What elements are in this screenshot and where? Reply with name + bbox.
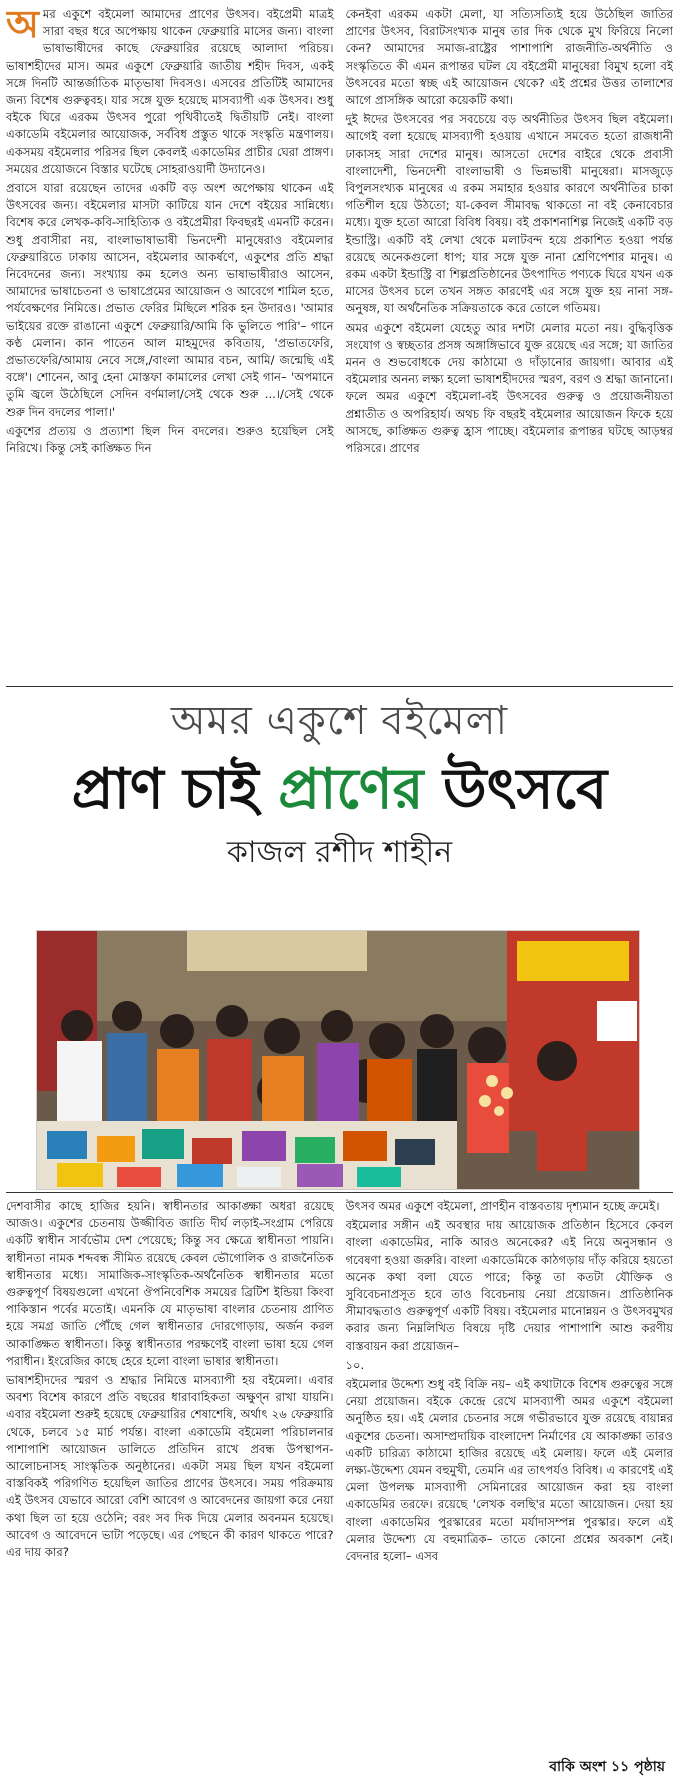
kicker: অমর একুশে বইমেলা (170, 698, 509, 744)
top-text-columns (6, 6, 673, 682)
bottom-text-columns (6, 1198, 673, 1758)
divider (6, 686, 673, 687)
article-column-bottom-left (6, 1198, 334, 1758)
article-paragraph: বইমেলার সঙ্গীন এই অবস্থার দায় আয়োজক প্রতিষ্ঠান হিসেবে কেবল বাংলা একাডেমির, নাকি আরও অনেকের? এই নিয়ে অনুসন্ধান ও গবেষণা হওয়া জরুরি। বাংলা একাডেমিকে কাঠগড়ায় দাঁড় করিয়ে হয়তো অনেক কথা বলা যেতে পারে; কিন্তু তা কতটা যৌক্তিক ও সুবিবেচনাপ্রসূত হবে তাও বিবেচনায় নেয়া প্রয়োজন। প্রাতিষ্ঠানিক সীমাবদ্ধতাও গুরুত্বপূর্ণ একটি বিষয়। বইমেলার মানোন্নয়ন ও উৎসবমুখর করার জন্য নিম্নলিখিত বিষয়ে দৃষ্টি দেয়ার পাশাপাশি আশু করণীয় বাস্তবায়ন করা প্রয়োজন– (345, 1218, 673, 1353)
divider (6, 1192, 673, 1193)
article-paragraph: দুই ঈদের উৎসবের পর সবচেয়ে বড় অর্থনীতির উৎসব ছিল বইমেলা। আগেই বলা হয়েছে মাসব্যাপী হওয়ায় এখানে সমবেত হতো রাজধানী ঢাকাসহ সারা দেশের মানুষ। আসতো দেশের বাইরে থেকে প্রবাসী বাংলাদেশী, ভিনদেশী বাংলাভাষী ও ভিন্নভাষী মানুষেরা। মাসজুড়ে বিপুলসংখ্যক মানুষের এ রকম সমাহার হওয়ার কারণে অর্থনীতির চাকা গতিশীল হয়ে উঠতো; যা-কেবল সীমাবদ্ধ থাকতো না বই কেনাবেচার মধ্যে। যুক্ত হতো আরো বিবিধ বিষয়। বই প্রকাশনাশিল্প নিজেই একটি বড় ইন্ডাস্ট্রি। একটি বই লেখা থেকে মলাটবন্দ হয়ে প্রকাশিত হওয়া পর্যন্ত রয়েছে অনেকগুলো ধাপ; যার সঙ্গে যুক্ত নানা শ্রেণিপেশার মানুষ। এ রকম একটা ইন্ডাস্ট্রি বা শিল্পপ্রতিষ্ঠানের উৎপাদিত পণ্যকে ঘিরে যখন এক মাসের উৎসব চলে তখন সঙ্গত কারণেই এর সঙ্গে যুক্ত হয় নানা সঙ্গ-অনুষঙ্গ, যা অর্থনৈতিক সক্রিয়তাকে করে তোলে গতিময়। (345, 112, 673, 316)
crowd-illustration (37, 931, 639, 1189)
article-paragraph: অমর একুশে বইমেলা যেহেতু আর দশটা মেলার মতো নয়। বুদ্ধিবৃত্তিক সংযোগ ও স্বচ্ছতার প্রসঙ্গ অঙ্গাঙ্গিভাবে যুক্ত রয়েছে এর সঙ্গে; যা জাতির মনন ও শুভবোধকে দেয় কাঠামো ও দাঁড়ানোর জায়গা। আবার এই বইমেলার অনন্য লক্ষ্য হলো ভাষাশহীদদের স্মরণ, বরণ ও শ্রদ্ধা জানানো। ফলে অমর একুশে বইমেলা-বই উৎসবের গুরুত্ব ও প্রয়োজনীয়তা প্রশ্নাতীত ও অপরিহার্য। অথচ ফি বছরই বইমেলার আয়োজন ফিকে হয়ে আসছে, কাঙ্ক্ষিত গুরুত্ব হ্রাস পাচ্ছে। বইমেলার রূপান্তর ঘটছে আড়ম্বর পরিসরে। প্রাণের (345, 320, 673, 456)
article-column-top-right (346, 6, 674, 682)
article-paragraph: কেনইবা এরকম একটা মেলা, যা সত্যিসত্যিই হয়ে উঠেছিল জাতির প্রাণের উৎসব, বিরাটসংখ্যক মানুষ তার দিক থেকে মুখ ফিরিয়ে নিলো কেন? আমাদের সমাজ-রাষ্ট্রের পাশাপাশি রাজনীতি-অর্থনীতি ও সংস্কৃতিতে কী এমন রূপান্তর ঘটল যে বইপ্রেমী মানুষেরা বিমুখ হলো বই উৎসবের মতো স্বচ্ছ এই আয়োজন থেকে? এই প্রশ্নের উত্তর তালাশের আগে প্রাসঙ্গিক আরো কয়েকটি কথা। (345, 7, 673, 108)
book-fair-photo (36, 930, 640, 1190)
article-column-bottom-right (346, 1198, 674, 1758)
drop-cap: অ (6, 6, 39, 46)
article-paragraph: বইমেলার উদ্দেশ্য শুধু বই বিক্রি নয়– এই কথাটাকে বিশেষ গুরুত্বের সঙ্গে নেয়া প্রয়োজন। বইকে কেন্দ্রে রেখে মাসব্যাপী অমর একুশে বইমেলা অনুষ্ঠিত হয়। এই মেলার চেতনার সঙ্গে গভীরভাবে যুক্ত রয়েছে বায়ান্নর একুশের চেতনা। অসাম্প্রদায়িক বাংলাদেশ নির্মাণের যে আকাঙ্ক্ষা তারও একটি চারিত্র্য কাঠামো হাজির রয়েছে এই মেলায়। ফলে এই মেলার লক্ষ্য-উদ্দেশ্য যেমন বহুমুখী, তেমনি এর তাৎপর্যও বিবিধ। এ কারণেই এই মেলা উপলক্ষ মাসব্যাপী সেমিনারের আয়োজন করা হয় বাংলা একাডেমির তরফে। রয়েছে 'লেখক বলছি'র মতো আয়োজন। দেয়া হয় বাংলা একাডেমির পুরস্কারের মতো মর্যাদাসম্পন্ন পুরস্কার। ফলে এই মেলার উদ্দেশ্য যে বহুমাত্রিক– তাতে কোনো প্রশ্নের অবকাশ নেই। বেদনার হলো– এসব (345, 1377, 673, 1564)
continuation-note: বাকি অংশ ১১ পৃষ্ঠায় (549, 1759, 665, 1775)
headline-block (0, 695, 679, 875)
byline: কাজল রশীদ শাহীন (226, 835, 453, 870)
article-paragraph: একুশের প্রত্যয় ও প্রত্যাশা ছিল দিন বদলের। শুরুও হয়েছিল সেই নিরিখে। কিন্তু সেই কাঙ্ক্ষিত দিন (6, 423, 334, 456)
article-title: প্রাণ চাই প্রাণের উৎসবে (71, 756, 608, 822)
article-paragraph: উৎসব অমর একুশে বইমেলা, প্রাণহীন বাস্তবতায় দৃশ্যমান হচ্ছে ক্রমেই। (345, 1199, 660, 1213)
article-paragraph: প্রবাসে যারা রয়েছেন তাদের একটি বড় অংশ অপেক্ষায় থাকেন এই উৎসবের জন্য। বইমেলার মাসটা কাটিয়ে যান দেশে বইয়ের সান্নিধ্যে। বিশেষ করে লেখক-কবি-সাহিত্যিক ও বইপ্রেমীরা ফিবছরই এমনটি করেন। শুধু প্রবাসীরা নয়, বাংলাভাষাভাষী ভিনদেশী মানুষেরাও বইমেলার ফেব্রুয়ারিতে ঢাকায় আসেন, বইমেলার আকর্ষণে, একুশের প্রতি শ্রদ্ধা নিবেদনের জন্য। সংখ্যায় কম হলেও অন্য ভাষাভাষীরাও আসেন, আমাদের ভাষাচেতনা ও ভাষাপ্রেমের আয়োজন ও আবেগে শামিল হতে, পর্যবেক্ষণের নিমিত্তে। প্রভাত ফেরির মিছিলে শরিক হন উদারও। 'আমার ভাইয়ের রক্তে রাঙানো একুশে ফেব্রুয়ারি/আমি কি ভুলিতে পারি'– গানে কণ্ঠ মেলান। কান পাতেন আল মাহমুদের কবিতায়, 'প্রভাতফেরি, প্রভাতফেরি/আমায় নেবে সঙ্গে,/বাংলা আমার বচন, আমি/ জন্মেছি এই বঙ্গে'। শোনেন, আবু হেনা মোস্তফা কামালের লেখা সেই গান– 'অপমানে তুমি জ্বলে উঠেছিলে সেদিন বর্ণমালা/সেই থেকে শুরু ...।/সেই থেকে শুরু দিন বদলের পালা।' (6, 181, 334, 419)
article-paragraph: দেশবাসীর কাছে হাজির হয়নি। স্বাধীনতার আকাঙ্ক্ষা অধরা রয়েছে আজও। একুশের চেতনায় উজ্জীবিত জাতি দীর্ঘ লড়াই-সংগ্রাম পেরিয়ে একটি স্বাধীন সার্বভৌম দেশ পেয়েছে; কিন্তু সব ক্ষেত্রে স্বাধীনতা পায়নি। স্বাধীনতা নামক শব্দবন্ধ সীমিত রয়েছে কেবল ভৌগোলিক ও রাজনৈতিক স্বাধীনতার মধ্যে। সামাজিক-সাংস্কৃতিক-অর্থনৈতিক স্বাধীনতার মতো গুরুত্বপূর্ণ বিষয়গুলো এখনো ঔপনিবেশিক সময়ের ব্রিটিশ ইন্ডিয়া কিংবা পাকিস্তান পর্বের মতোই। এমনকি যে মাতৃভাষা বাংলার চেতনায় প্রাণিত হয়ে সমগ্র জাতি পৌঁছে গেল স্বাধীনতার দোরগোড়ায়, অর্জন করল আকাঙ্ক্ষিত স্বাধীনতা। কিন্তু স্বাধীনতার পরক্ষণেই বাংলা ভাষা হয়ে গেল পরাধীন। ইংরেজির কাছে হেরে হলো বাংলা ভাষার স্বাধীনতা। (6, 1199, 334, 1368)
article-paragraph: ১০. (345, 1357, 365, 1372)
article-column-top-left (6, 6, 334, 682)
article-paragraph: অমর একুশে বইমেলা আমাদের প্রাণের উৎসব। বইপ্রেমী মাত্রই সারা বছর ধরে অপেক্ষায় থাকেন ফেব্রুয়ারি মাসের জন্য। বাংলা ভাষাভাষীদের কাছে ফেব্রুয়ারির রয়েছে আলাদা পরিচয়। ভাষাশহীদের মাস। অমর একুশে ফেব্রুয়ারি জাতীয় শহীদ দিবস, একই সঙ্গে দিনটি আন্তর্জাতিক মাতৃভাষা দিবসও। এসবের প্রতিটিই আমাদের জন্য বিশেষ গুরুত্ববহ। যার সঙ্গে যুক্ত হয়েছে মাসব্যাপী এক উৎসব। শুধু বইকে ঘিরে এরকম উৎসব পুরো পৃথিবীতেই দ্বিতীয়টি নেই। বাংলা একাডেমি বইমেলার আয়োজক, সর্ববিধ প্রস্তুত থাকে সংস্কৃতি মন্ত্রণালয়। একসময় বইমেলার পরিসর ছিল কেবলই একাডেমির প্রাচীর ঘেরা প্রাঙ্গণ। সময়ের প্রয়োজনে বিস্তার ঘটেছে সোহরাওয়ার্দী উদ্যানেও। (6, 6, 334, 176)
article-paragraph: ভাষাশহীদদের স্মরণ ও শ্রদ্ধার নিমিত্তে মাসব্যাপী হয় বইমেলা। এবার অবশ্য বিশেষ কারণে প্রতি বছরের ধারাবাহিকতা অক্ষুণ্ন রাখা যায়নি। এবার বইমেলা শুরুই হয়েছে ফেব্রুয়ারির শেষাশেষি, অর্থাৎ ২৬ ফেব্রুয়ারি থেকে, চলবে ১৫ মার্চ পর্যন্ত। বাংলা একাডেমি বইমেলা পরিচালনার পাশাপাশি আয়োজন ডালিতে প্রতিদিন রাখে প্রবন্ধ উপস্থাপন-আলোচনাসহ সাংস্কৃতিক অনুষ্ঠানের। একটা সময় ছিল যখন বইমেলা বাস্তবিকই পরিগণিত হয়েছিল জাতির প্রাণের উৎসবে। সময় পরিক্রমায় এই উৎসব যেভাবে আরো বেশি আবেগ ও আবেদনের জায়গা করে নেয়া কথা ছিল তা হয়ে ওঠেনি; বরং সব দিক দিয়ে মেলার অবনমন হয়েছে। আবেগ ও আবেদনে ভাটা পড়েছে। এর পেছনে কী কারণ থাকতে পারে? এর দায় কার? (6, 1373, 334, 1560)
